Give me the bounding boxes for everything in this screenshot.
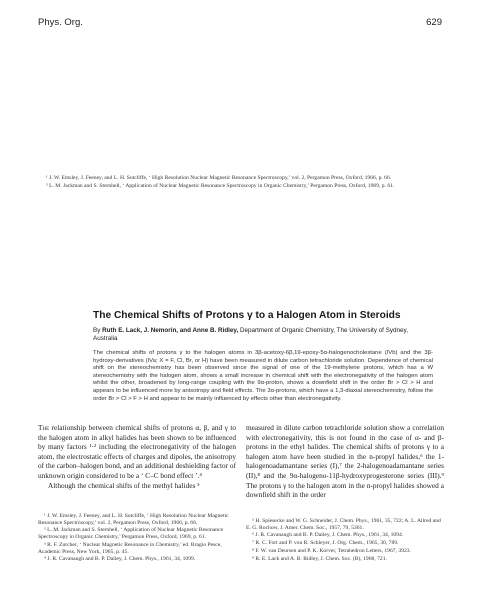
footnote: ³ R. F. Zurcher, ‘ Nuclear Magnetic Resonance in Chemistry,’ ed. Bragio Pesce, Academic Press, New York, 1965, p. 45. — [38, 541, 222, 555]
running-head — [38, 17, 442, 29]
footnote: ² L. M. Jackman and S. Sternhell, ‘ Application of Nuclear Magnetic Resonance Spectroscopy in Organic Chemistry,’ Pergamon Press, Oxford, 1969, p. 61. — [38, 527, 224, 541]
body-paragraph: Although the chemical shifts of the methyl halides ⁵ — [48, 480, 200, 490]
footnote: ⁶ J. R. Cavanaugh and B. P. Dailey, J. Chem. Phys., 1961, 34, 1094. — [252, 532, 404, 539]
previous-footnotes — [38, 175, 444, 189]
byline-by: By — [93, 327, 101, 334]
footnote: ¹ J. W. Emsley, J. Feeney, and L. H. Sutcliffe, ‘ High Resolution Nuclear Magnetic Resonance Spectroscopy,’ vol. 2, Pergamon Press, Oxford, 1966, p. 66. — [38, 513, 229, 526]
body-column-left — [38, 423, 236, 490]
article-title: The Chemical Shifts of Protons γ to a Halogen Atom in Steroids — [93, 310, 401, 321]
previous-footnote: ² L. M. Jackman and S. Sternhell, ‘ Application of Nuclear Magnetic Resonance Spectroscopy in Organic Chemistry,’ Pergamon Press, Oxford, 1969, p. 61. — [46, 182, 395, 189]
footnotes-left — [38, 513, 236, 564]
footnote: ⁸ F. W. van Deursen and P. K. Korver, Tetrahedron Letters, 1967, 3923. — [252, 547, 411, 554]
abstract: The chemical shifts of protons γ to the halogen atoms in 3β-acetoxy-6β,19-epoxy-5α-halogenocholestane (IVb) and the 3β-hydroxy-derivatives (IVa; X = F, Cl, Br, or H) have been measured in dilute carbon tetrachloride solution. Dependence of chemical shift on the stereochemistry has been observed since the signal of one of the 19-methylene protons, which has a W stereochemistry with the halogen atom, shows a small increase in chemical shift with the electronegativity of the halogen atom whilst the other, broadened by long-range coupling with the 9α-proton, shows a downfield shift in the order Br > Cl > H and appears to be influenced more by anisotropy and field effects. The 3α-protons, which have a 1,3-diaxial stereochemistry, follow the order Br > Cl > F > H and appear to be mainly influenced by effects other than electronegativity. — [93, 350, 433, 402]
byline — [93, 327, 423, 343]
affiliation: Department of Organic Chemistry, The University of Sydney, Australia — [93, 327, 408, 342]
body-paragraph — [38, 423, 236, 481]
footnote: ⁵ H. Spiesecke and W. G. Schneider, J. Chem. Phys., 1961, 35, 722; A. L. Allred and E. G. Rochow, J. Amer. Chem. Soc., 1957, 79, 5361. — [246, 518, 441, 531]
body-paragraph: measured in dilute carbon tetrachloride solution show a correlation with electronegativity, this is not found in the case of α- and β-protons in the ethyl halides. The chemical shifts of protons γ to a halogen atom have been studied in the n-propyl halides,⁶ the 1-halogenoadamantane series (I),⁷ the 2-halogenoadamantane series (II),⁸ and the 9α-halogeno-11β-hydroxyprogesterone series (III).⁹ The protons γ to the halogen atom in the n-propyl halides showed a downfield shift in the order — [246, 423, 444, 500]
footnotes-right — [246, 518, 444, 563]
footnote: ⁹ R. E. Lack and A. B. Ridley, J. Chem. Soc. (B), 1968, 721. — [252, 555, 387, 562]
journal-name: Phys. Org. — [38, 17, 83, 28]
previous-footnote: ¹ J. W. Emsley, J. Feeney, and L. H. Sutcliffe, ‘ High Resolution Nuclear Magnetic Resonance Spectroscopy,’ vol. 2, Pergamon Press, Oxford, 1966, p. 66. — [46, 175, 392, 181]
lead-word: The — [38, 423, 50, 432]
footnote: ⁷ R. C. Fort and P. von R. Schleyer, J. Org. Chem., 1965, 30, 789. — [252, 540, 399, 547]
body-column-right — [246, 423, 444, 500]
previous-article-notes — [38, 175, 444, 190]
page-number: 629 — [426, 17, 442, 28]
authors: Ruth E. Lack, J. Nemorin, and Anne B. Ridley, — [102, 327, 239, 334]
paragraph-text: relationship between chemical shifts of protons α, β, and γ to the halogen atom in alkyl halides has been shown to be influenced by many factors ¹·² including the electronegativity of the halogen atom, the electrostatic effects of charges and dipoles, the anisotropy of the carbon–halogen bond, and an additional deshielding factor of unknown origin considered to be a ‘ C–C bond effect ’.⁴ — [38, 423, 236, 480]
footnote: ⁴ J. R. Cavanaugh and B. P. Dailey, J. Chem. Phys., 1961, 34, 1099. — [44, 556, 196, 563]
